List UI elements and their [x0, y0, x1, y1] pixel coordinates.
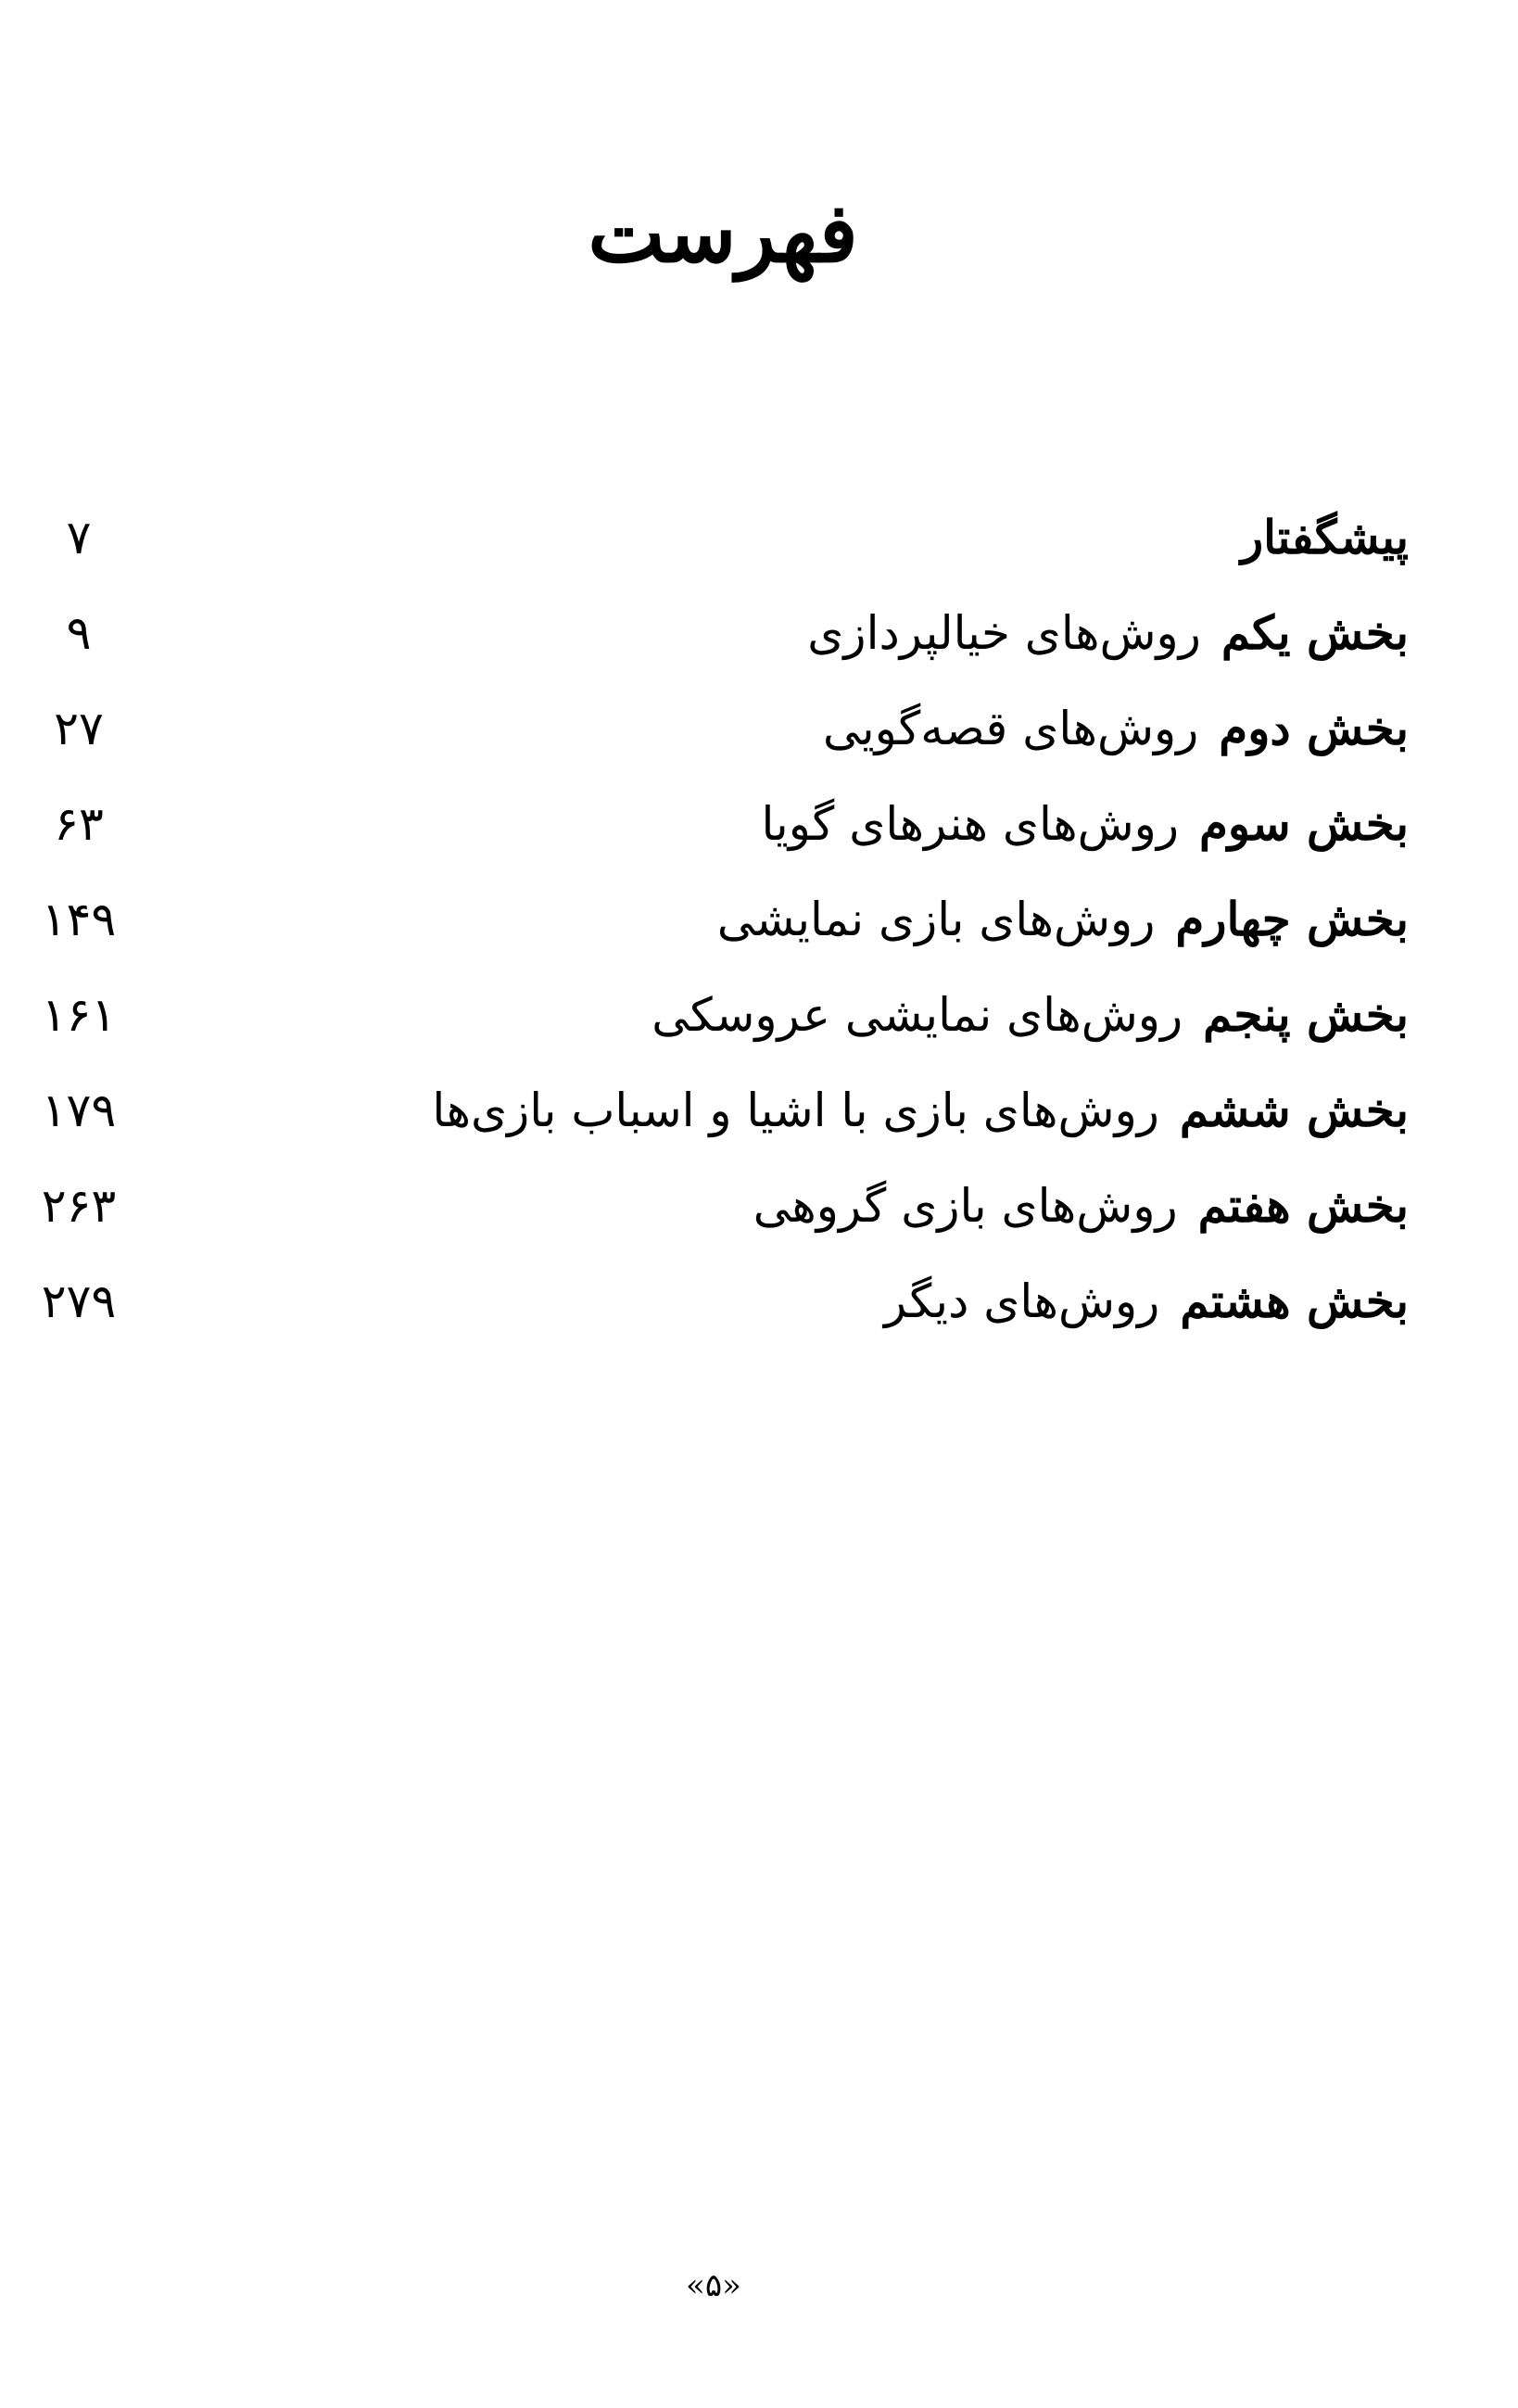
toc-part-label: بخش پنجم — [1203, 987, 1409, 1042]
toc-row-part-7 — [28, 1158, 1409, 1253]
toc-title: روش‌های دیگر — [883, 1274, 1160, 1328]
toc-title: روش‌های بازی نمایشی — [716, 893, 1156, 946]
toc-page-number: ۲۷ — [54, 701, 104, 755]
table-of-contents — [28, 489, 1409, 1349]
toc-part-label: بخش هشتم — [1180, 1274, 1409, 1328]
toc-page-number: ۱۴۹ — [41, 892, 117, 946]
toc-part-label: بخش هفتم — [1197, 1178, 1409, 1233]
toc-row-part-4 — [28, 871, 1409, 967]
toc-part-label: بخش ششم — [1179, 1083, 1409, 1137]
toc-entry — [1221, 510, 1409, 564]
page-title: فهرست — [588, 184, 858, 281]
toc-entry — [823, 701, 1409, 755]
toc-entry — [762, 796, 1409, 851]
toc-row-part-1 — [28, 585, 1409, 680]
toc-row-part-5 — [28, 967, 1409, 1062]
toc-row-part-8 — [28, 1253, 1409, 1349]
toc-page-number: ۷ — [66, 510, 92, 564]
toc-part-label: بخش یکم — [1221, 605, 1409, 660]
toc-page-number: ۱۷۹ — [41, 1083, 117, 1137]
toc-entry — [884, 1274, 1409, 1328]
toc-title: روش‌های قصه‌گویی — [823, 702, 1199, 755]
toc-page-number: ۱۶۱ — [41, 987, 117, 1042]
toc-row-part-3 — [28, 776, 1409, 871]
toc-page-number: ۶۳ — [54, 796, 104, 851]
toc-title: روش‌های هنرهای گویا — [761, 797, 1179, 851]
toc-title: روش‌های نمایشی عروسکی — [651, 988, 1183, 1042]
toc-entry — [753, 1178, 1409, 1233]
toc-entry — [651, 987, 1409, 1042]
toc-entry — [717, 892, 1409, 946]
toc-title: روش‌های خیالپردازی — [807, 606, 1201, 660]
toc-part-label: بخش دوم — [1219, 701, 1409, 755]
toc-entry — [807, 605, 1409, 660]
toc-page-number: ۲۶۳ — [41, 1178, 117, 1233]
toc-part-label: بخش سوم — [1198, 796, 1409, 851]
toc-page-number: ۹ — [66, 605, 92, 660]
toc-row-part-6 — [28, 1062, 1409, 1158]
toc-page-number: ۲۷۹ — [41, 1274, 117, 1328]
toc-row-preface — [28, 489, 1409, 585]
toc-part-label: پیشگفتار — [1241, 510, 1409, 564]
toc-title: روش‌های بازی با اشیا و اسباب بازی‌ها — [432, 1084, 1159, 1137]
page-number: «۵» — [686, 2267, 741, 2304]
toc-part-label: بخش چهارم — [1175, 892, 1409, 946]
toc-title: روش‌های بازی گروهی — [753, 1179, 1178, 1233]
toc-entry — [432, 1083, 1409, 1137]
toc-row-part-2 — [28, 680, 1409, 776]
